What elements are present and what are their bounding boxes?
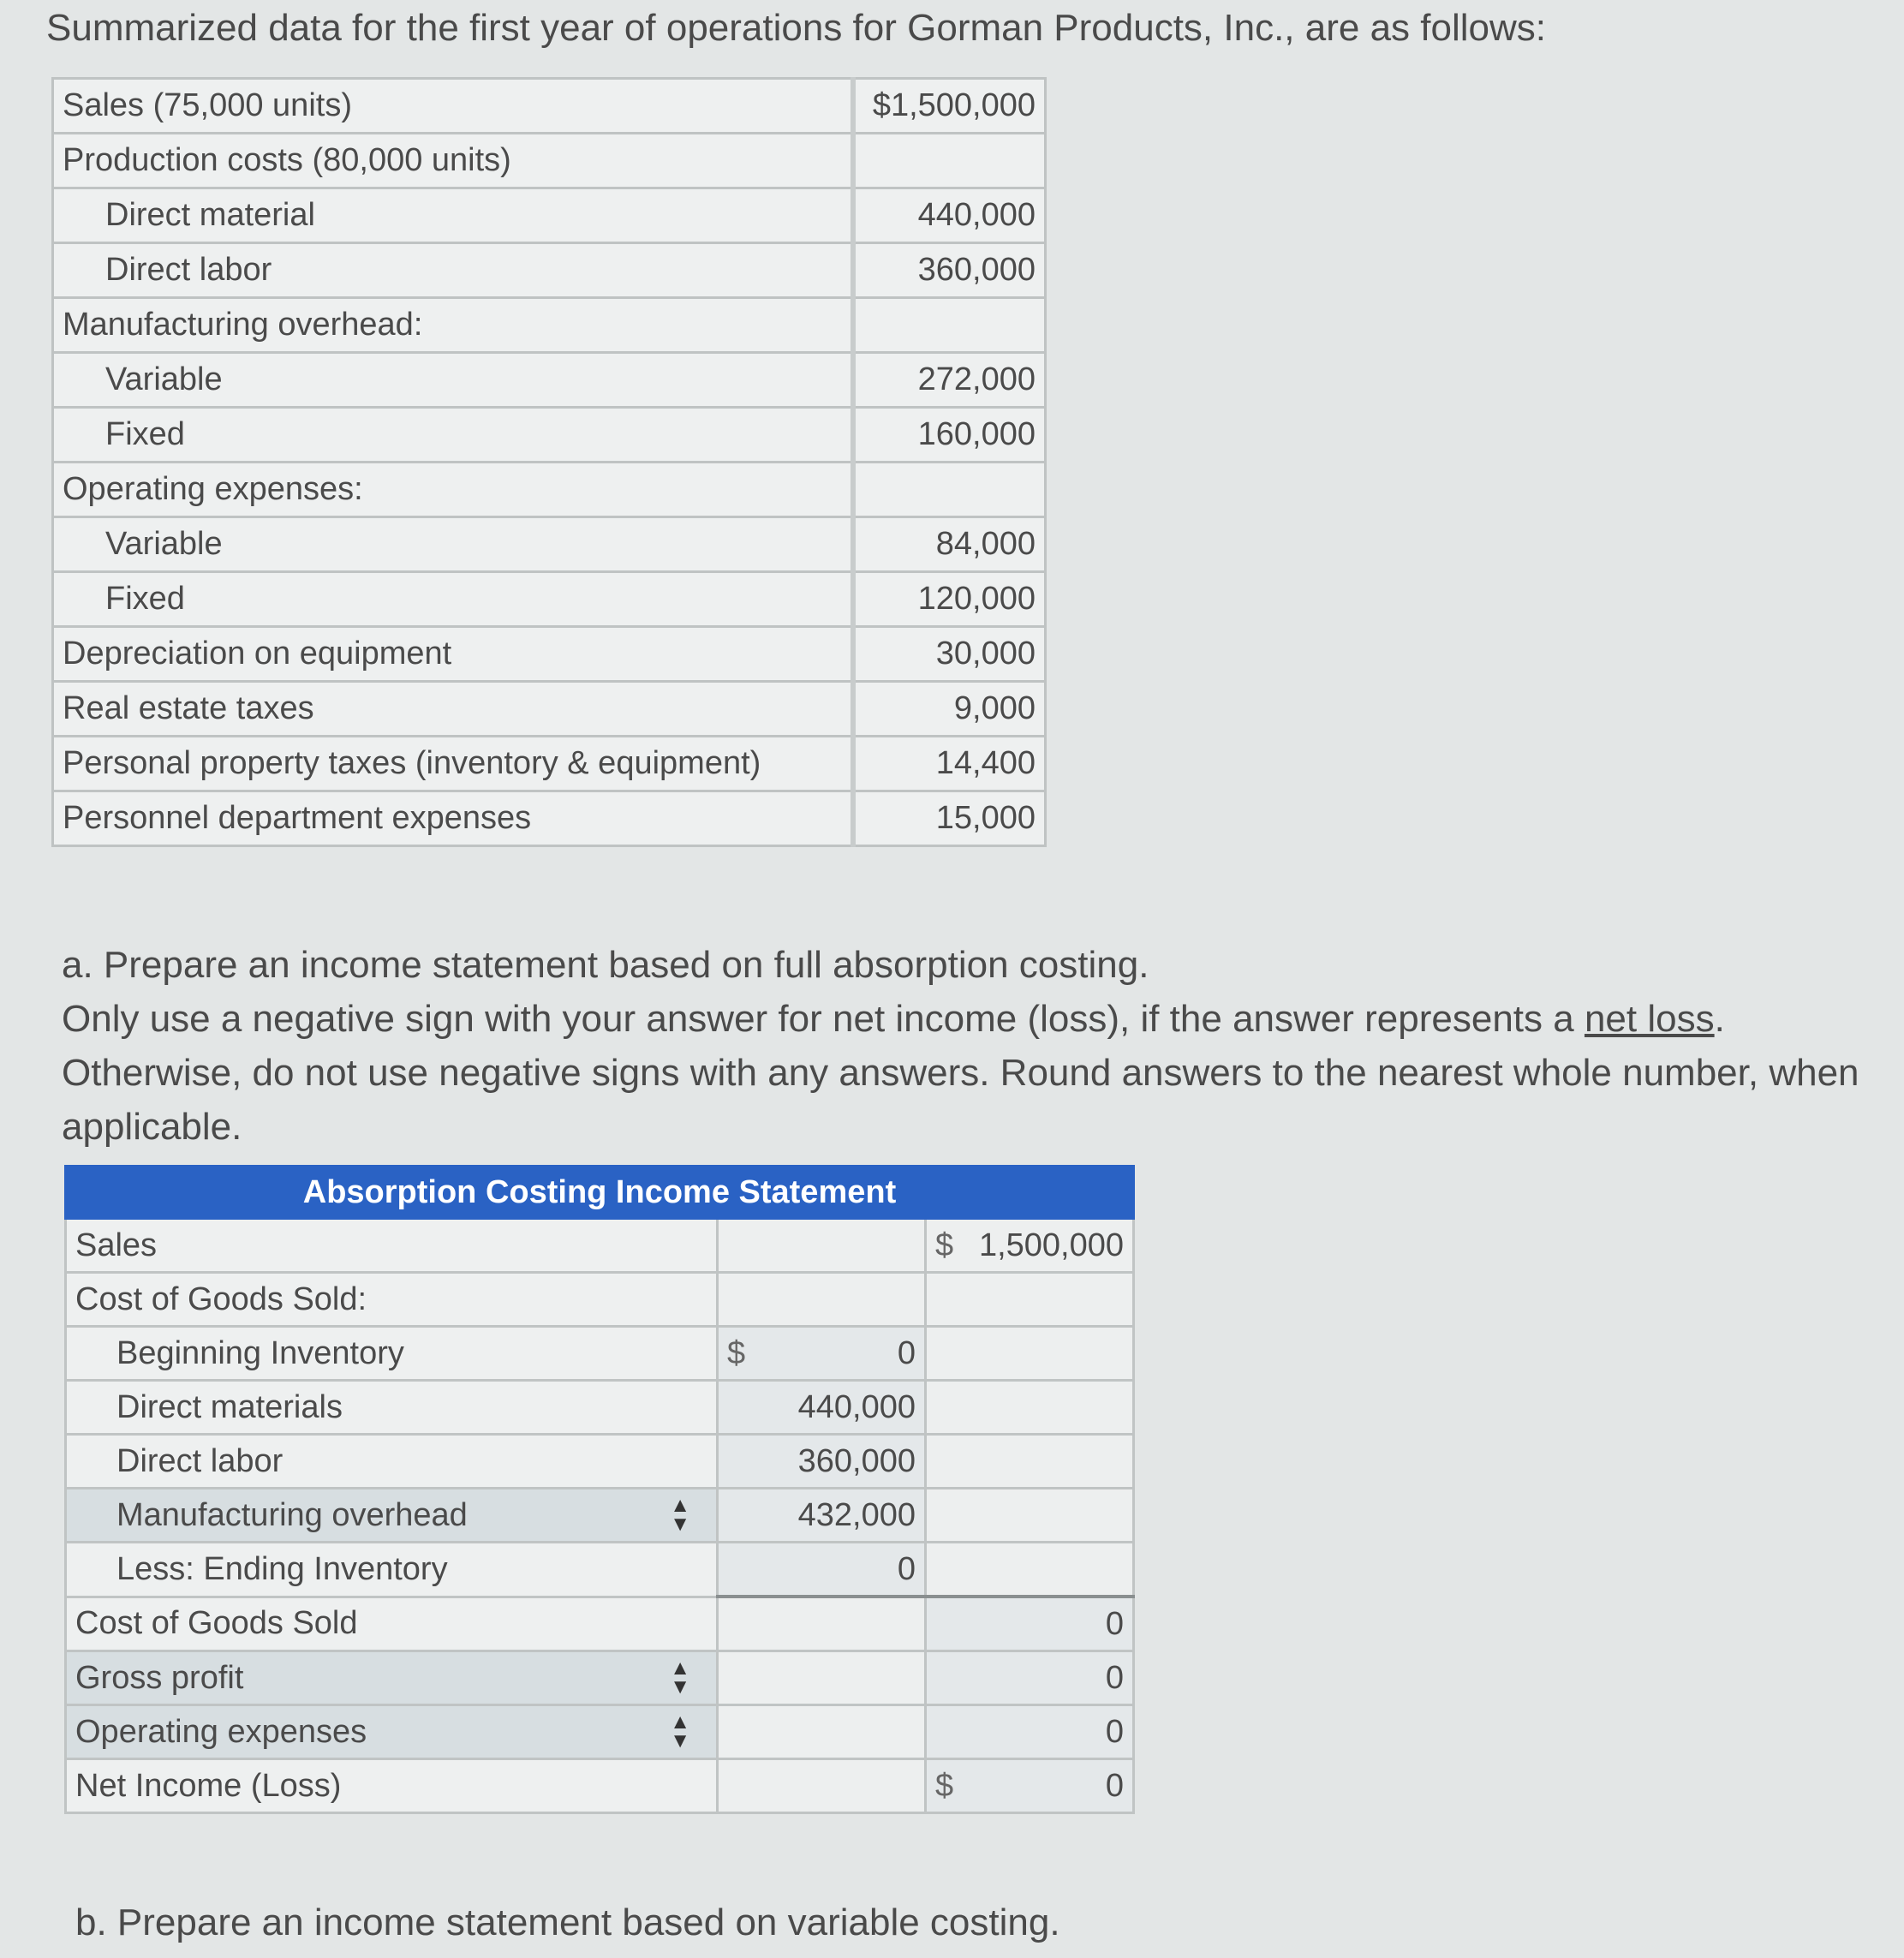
given-label: Personal property taxes (inventory & equipment) xyxy=(53,737,854,791)
given-data-table xyxy=(51,77,1047,847)
amount-column-2[interactable]: 0 xyxy=(926,1597,1134,1651)
amount-column-2[interactable]: 0 xyxy=(926,1651,1134,1705)
amount-column-2 xyxy=(926,1273,1134,1327)
given-label: Real estate taxes xyxy=(53,682,854,737)
given-value: 9,000 xyxy=(853,682,1046,737)
statement-label-select[interactable]: Gross profit ▲ ▼ xyxy=(66,1651,718,1705)
net-loss-link[interactable]: net loss xyxy=(1584,998,1715,1040)
given-label: Fixed xyxy=(53,572,854,627)
given-value xyxy=(853,463,1046,517)
given-row xyxy=(53,517,1046,572)
amount-column-2 xyxy=(926,1381,1134,1435)
given-row xyxy=(53,134,1046,188)
given-value: 84,000 xyxy=(853,517,1046,572)
statement-label: Direct labor xyxy=(66,1435,718,1489)
amount-column-2: $ 1,500,000 xyxy=(926,1219,1134,1273)
statement-label: Cost of Goods Sold xyxy=(66,1597,718,1651)
dollar-sign: $ xyxy=(935,1767,954,1804)
amount-column-2 xyxy=(926,1327,1134,1381)
given-value xyxy=(853,298,1046,353)
statement-label-select[interactable]: Operating expenses ▲ ▼ xyxy=(66,1705,718,1759)
given-label: Manufacturing overhead: xyxy=(53,298,854,353)
statement-row xyxy=(66,1327,1134,1381)
statement-label-select[interactable]: Manufacturing overhead ▲ ▼ xyxy=(66,1489,718,1543)
given-label: Fixed xyxy=(53,408,854,463)
statement-label: Less: Ending Inventory xyxy=(66,1543,718,1597)
given-value: 272,000 xyxy=(853,353,1046,408)
dollar-sign: $ xyxy=(935,1227,954,1263)
select-arrows-icon[interactable]: ▲ ▼ xyxy=(670,1494,690,1536)
question-line-3: Otherwise, do not use negative signs with any answers. Round answers to the nearest whole number, when applicable. xyxy=(62,1052,1859,1148)
given-row xyxy=(53,737,1046,791)
given-value xyxy=(853,134,1046,188)
amount-column-1[interactable]: 432,000 xyxy=(718,1489,926,1543)
statement-row xyxy=(66,1435,1134,1489)
amount-column-2 xyxy=(926,1489,1134,1543)
amount-column-1[interactable]: 440,000 xyxy=(718,1381,926,1435)
given-row xyxy=(53,243,1046,298)
amount-column-1 xyxy=(718,1219,926,1273)
amount-column-1[interactable]: 0 xyxy=(718,1543,926,1597)
given-label: Sales (75,000 units) xyxy=(53,79,854,134)
question-line-1: a. Prepare an income statement based on full absorption costing. xyxy=(62,944,1149,986)
given-label: Production costs (80,000 units) xyxy=(53,134,854,188)
statement-label: Net Income (Loss) xyxy=(66,1759,718,1813)
given-value: 120,000 xyxy=(853,572,1046,627)
statement-row xyxy=(66,1273,1134,1327)
given-row xyxy=(53,79,1046,134)
dollar-sign: $ xyxy=(727,1334,746,1371)
amount-column-2[interactable]: 0 xyxy=(926,1705,1134,1759)
given-value: 14,400 xyxy=(853,737,1046,791)
part-b-text: b. Prepare an income statement based on variable costing. xyxy=(75,1901,1060,1943)
given-row xyxy=(53,627,1046,682)
statement-label: Direct materials xyxy=(66,1381,718,1435)
statement-row xyxy=(66,1489,1134,1543)
given-value: 440,000 xyxy=(853,188,1046,243)
statement-title: Absorption Costing Income Statement xyxy=(66,1167,1134,1219)
given-row xyxy=(53,188,1046,243)
amount-column-1 xyxy=(718,1273,926,1327)
select-arrows-icon[interactable]: ▲ ▼ xyxy=(670,1710,690,1752)
statement-row xyxy=(66,1543,1134,1597)
question-line-2: Only use a negative sign with your answer for net income (loss), if the answer represents a net loss. xyxy=(62,998,1725,1040)
amount-column-1[interactable]: 360,000 xyxy=(718,1435,926,1489)
statement-row xyxy=(66,1705,1134,1759)
statement-row xyxy=(66,1651,1134,1705)
given-label: Variable xyxy=(53,517,854,572)
given-row xyxy=(53,408,1046,463)
given-value: $1,500,000 xyxy=(853,79,1046,134)
intro-text: Summarized data for the first year of operations for Gorman Products, Inc., are as follows: xyxy=(46,7,1546,49)
given-row xyxy=(53,353,1046,408)
statement-label: Cost of Goods Sold: xyxy=(66,1273,718,1327)
amount-column-2 xyxy=(926,1435,1134,1489)
amount-column-1 xyxy=(718,1705,926,1759)
statement-label: Beginning Inventory xyxy=(66,1327,718,1381)
statement-row xyxy=(66,1759,1134,1813)
given-label: Direct labor xyxy=(53,243,854,298)
amount-column-2[interactable]: $ 0 xyxy=(926,1759,1134,1813)
amount-column-2 xyxy=(926,1543,1134,1597)
given-row xyxy=(53,791,1046,846)
given-label: Variable xyxy=(53,353,854,408)
given-row xyxy=(53,572,1046,627)
given-label: Personnel department expenses xyxy=(53,791,854,846)
absorption-income-statement xyxy=(64,1165,1135,1814)
amount-column-1 xyxy=(718,1597,926,1651)
given-row xyxy=(53,463,1046,517)
given-row xyxy=(53,682,1046,737)
given-value: 30,000 xyxy=(853,627,1046,682)
statement-row xyxy=(66,1219,1134,1273)
given-row xyxy=(53,298,1046,353)
given-label: Operating expenses: xyxy=(53,463,854,517)
given-value: 160,000 xyxy=(853,408,1046,463)
select-arrows-icon[interactable]: ▲ ▼ xyxy=(670,1657,690,1698)
amount-column-1 xyxy=(718,1759,926,1813)
given-value: 15,000 xyxy=(853,791,1046,846)
given-label: Depreciation on equipment xyxy=(53,627,854,682)
given-label: Direct material xyxy=(53,188,854,243)
amount-column-1[interactable]: $ 0 xyxy=(718,1327,926,1381)
statement-row xyxy=(66,1597,1134,1651)
amount-column-1 xyxy=(718,1651,926,1705)
statement-label: Sales xyxy=(66,1219,718,1273)
statement-row xyxy=(66,1381,1134,1435)
given-value: 360,000 xyxy=(853,243,1046,298)
question-text xyxy=(62,938,1860,1154)
